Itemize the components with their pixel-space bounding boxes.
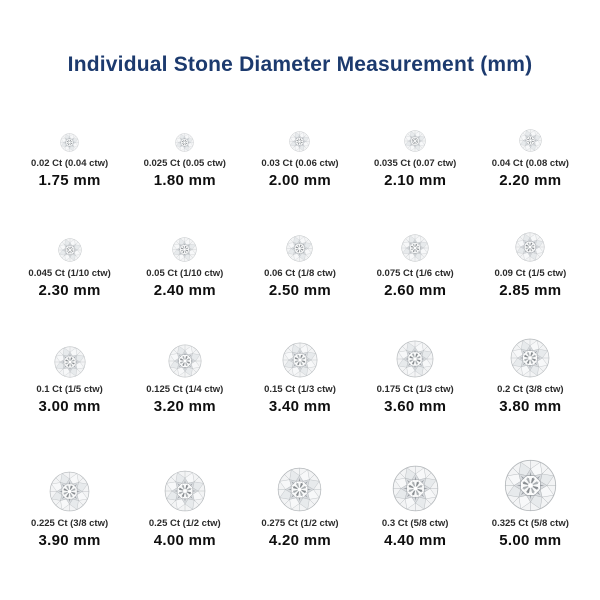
diamond-image bbox=[510, 324, 550, 378]
carat-label: 0.05 Ct (1/10 ctw) bbox=[146, 268, 224, 279]
stone-cell bbox=[242, 112, 357, 190]
carat-label: 0.1 Ct (1/5 ctw) bbox=[36, 384, 103, 395]
diamond-image bbox=[289, 112, 310, 152]
carat-label: 0.325 Ct (5/8 ctw) bbox=[491, 518, 569, 529]
diamond-icon bbox=[60, 133, 79, 152]
diameter-label: 2.00 mm bbox=[268, 172, 332, 189]
diamond-image bbox=[168, 324, 202, 378]
diamond-icon bbox=[54, 346, 86, 378]
diamond-icon bbox=[282, 342, 318, 378]
diamond-icon bbox=[49, 471, 90, 512]
carat-label: 0.15 Ct (1/3 ctw) bbox=[264, 384, 336, 395]
carat-label: 0.25 Ct (1/2 ctw) bbox=[148, 518, 221, 529]
carat-label: 0.075 Ct (1/6 ctw) bbox=[376, 268, 454, 279]
stone-cell bbox=[358, 324, 473, 416]
carat-label: 0.2 Ct (3/8 ctw) bbox=[497, 384, 564, 395]
diamond-icon bbox=[510, 338, 550, 378]
diamond-icon bbox=[504, 459, 557, 512]
diameter-label: 5.00 mm bbox=[499, 532, 562, 549]
stone-cell bbox=[473, 444, 588, 550]
diameter-label: 2.30 mm bbox=[38, 282, 101, 299]
diamond-image bbox=[277, 444, 322, 512]
diamond-image bbox=[58, 216, 82, 262]
diameter-label: 2.20 mm bbox=[499, 172, 562, 189]
carat-label: 0.03 Ct (0.06 ctw) bbox=[261, 158, 339, 169]
diameter-label: 4.40 mm bbox=[384, 532, 447, 549]
diamond-icon bbox=[58, 238, 82, 262]
diameter-label: 3.20 mm bbox=[153, 398, 216, 415]
stone-cell bbox=[127, 216, 242, 300]
stone-cell bbox=[473, 216, 588, 300]
page-title: Individual Stone Diameter Measurement (mm) bbox=[67, 53, 533, 76]
diameter-label: 2.85 mm bbox=[499, 282, 562, 299]
diamond-icon bbox=[277, 467, 322, 512]
carat-label: 0.025 Ct (0.05 ctw) bbox=[143, 158, 226, 169]
stone-cell bbox=[127, 324, 242, 416]
diamond-image bbox=[396, 324, 434, 378]
carat-label: 0.04 Ct (0.08 ctw) bbox=[491, 158, 569, 169]
diamond-icon bbox=[289, 131, 310, 152]
diameter-label: 3.80 mm bbox=[499, 398, 562, 415]
diamond-icon bbox=[175, 133, 194, 152]
stone-row bbox=[12, 216, 588, 300]
carat-label: 0.045 Ct (1/10 ctw) bbox=[28, 268, 111, 279]
diamond-icon bbox=[404, 130, 426, 152]
stone-cell bbox=[242, 324, 357, 416]
diamond-icon bbox=[515, 232, 545, 262]
stone-cell bbox=[12, 324, 127, 416]
carat-label: 0.125 Ct (1/4 ctw) bbox=[146, 384, 224, 395]
diamond-image bbox=[515, 216, 545, 262]
stone-row bbox=[12, 444, 588, 550]
diameter-label: 3.60 mm bbox=[384, 398, 447, 415]
diameter-label: 1.75 mm bbox=[38, 172, 101, 189]
stone-cell bbox=[242, 444, 357, 550]
diameter-label: 1.80 mm bbox=[153, 172, 216, 189]
diamond-image bbox=[519, 112, 542, 152]
stone-cell bbox=[473, 112, 588, 190]
stone-row bbox=[12, 112, 588, 190]
stone-cell bbox=[358, 112, 473, 190]
diamond-icon bbox=[172, 237, 197, 262]
diamond-image bbox=[54, 324, 86, 378]
diameter-label: 4.20 mm bbox=[268, 532, 332, 549]
diameter-label: 3.90 mm bbox=[38, 532, 101, 549]
diameter-label: 3.00 mm bbox=[38, 398, 101, 415]
diamond-icon bbox=[168, 344, 202, 378]
diamond-icon bbox=[396, 340, 434, 378]
stone-cell bbox=[242, 216, 357, 300]
diameter-label: 4.00 mm bbox=[153, 532, 216, 549]
diamond-image bbox=[286, 216, 313, 262]
diamond-image bbox=[282, 324, 318, 378]
diameter-label: 2.40 mm bbox=[153, 282, 216, 299]
carat-label: 0.02 Ct (0.04 ctw) bbox=[31, 158, 109, 169]
stone-cell bbox=[473, 324, 588, 416]
carat-label: 0.275 Ct (1/2 ctw) bbox=[261, 518, 339, 529]
diamond-icon bbox=[401, 234, 429, 262]
diameter-label: 2.50 mm bbox=[268, 282, 332, 299]
diamond-image bbox=[175, 112, 194, 152]
diamond-image bbox=[404, 112, 426, 152]
carat-label: 0.225 Ct (3/8 ctw) bbox=[31, 518, 109, 529]
diamond-icon bbox=[286, 235, 313, 262]
diamond-icon bbox=[164, 470, 206, 512]
diamond-image bbox=[504, 444, 557, 512]
stone-cell bbox=[358, 444, 473, 550]
carat-label: 0.06 Ct (1/8 ctw) bbox=[264, 268, 336, 279]
diamond-image bbox=[172, 216, 197, 262]
stone-cell bbox=[127, 444, 242, 550]
diamond-image bbox=[401, 216, 429, 262]
carat-label: 0.175 Ct (1/3 ctw) bbox=[376, 384, 454, 395]
stone-cell bbox=[12, 112, 127, 190]
diameter-label: 3.40 mm bbox=[268, 398, 332, 415]
diameter-label: 2.60 mm bbox=[384, 282, 447, 299]
carat-label: 0.3 Ct (5/8 ctw) bbox=[381, 518, 449, 529]
diamond-image bbox=[392, 444, 439, 512]
stone-cell bbox=[358, 216, 473, 300]
stone-cell bbox=[12, 216, 127, 300]
diamond-icon bbox=[519, 129, 542, 152]
diamond-icon bbox=[392, 465, 439, 512]
stone-cell bbox=[12, 444, 127, 550]
carat-label: 0.035 Ct (0.07 ctw) bbox=[373, 158, 457, 169]
diamond-image bbox=[164, 444, 206, 512]
diamond-image bbox=[49, 444, 90, 512]
stone-cell bbox=[127, 112, 242, 190]
diameter-label: 2.10 mm bbox=[384, 172, 447, 189]
stone-row bbox=[12, 324, 588, 416]
diamond-image bbox=[60, 112, 79, 152]
carat-label: 0.09 Ct (1/5 ctw) bbox=[494, 268, 567, 279]
